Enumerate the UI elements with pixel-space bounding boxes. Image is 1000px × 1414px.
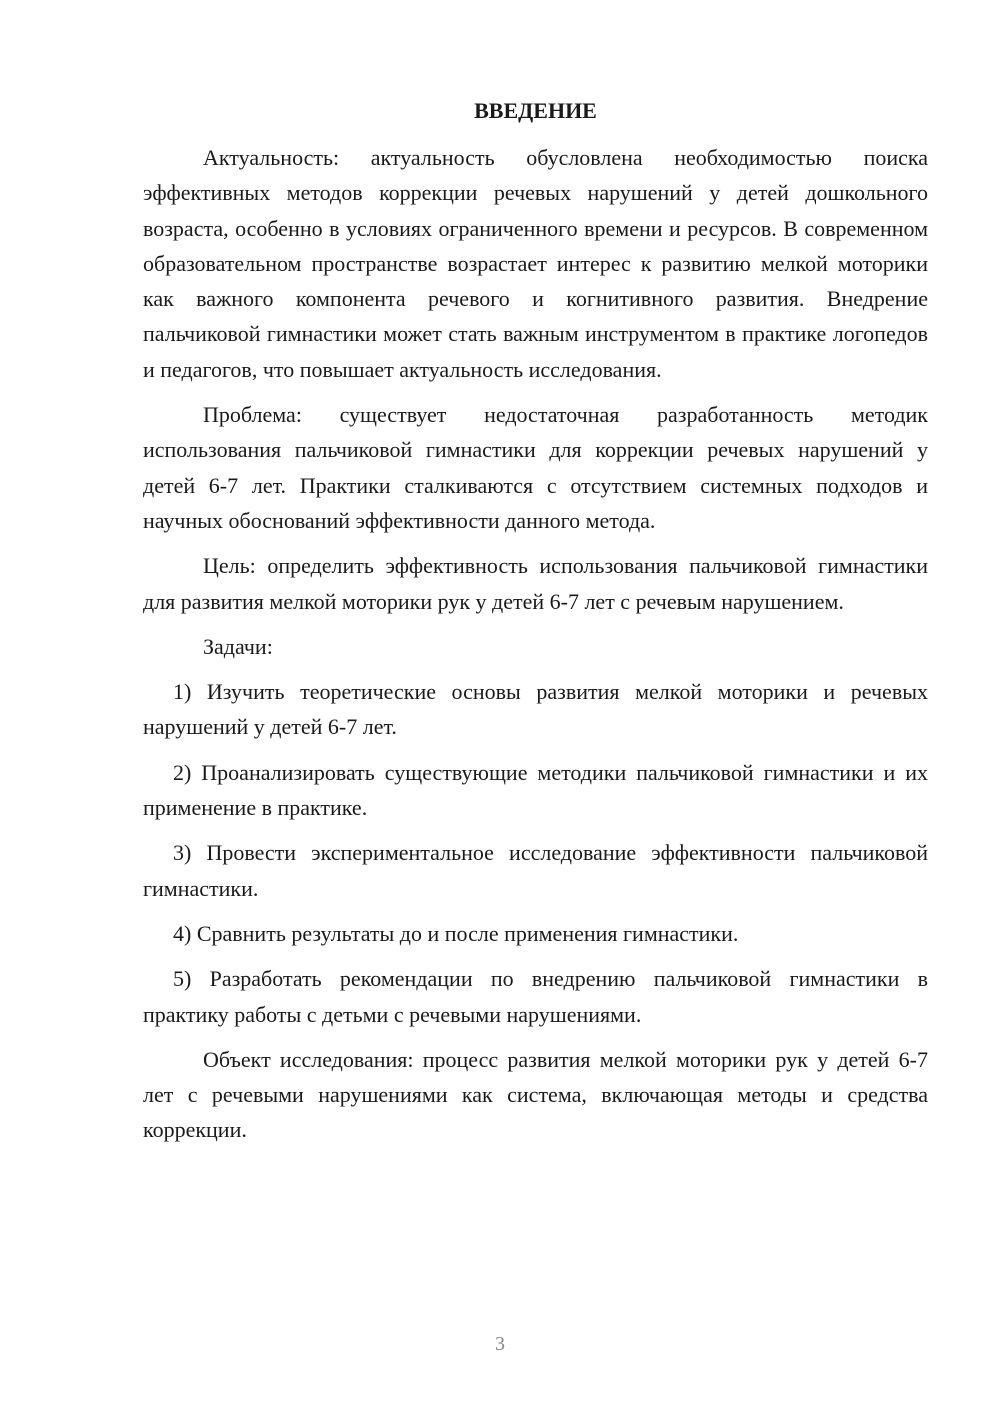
paragraph-object: Объект исследования: процесс развития мелкой моторики рук у детей 6-7 лет с речевыми нарушениями как система, включающая методы и средства коррекции. [143, 1046, 928, 1143]
paragraph-goal: Цель: определить эффективность использования пальчиковой гимнастики для развития мелкой моторики рук у детей 6-7 лет с речевым нарушением. [143, 553, 928, 614]
paragraph-problem: Проблема: существует недостаточная разработанность методик использования пальчиковой гимнастики для коррекции речевых нарушений у детей 6-7 лет. Практики сталкиваются с отсутствием системных подходов и научных обоснований эффективности данного метода. [143, 402, 928, 533]
paragraph-relevance: Актуальность: актуальность обусловлена необходимостью поиска эффективных методов коррекции речевых нарушений у детей дошкольного возраста, особенно в условиях ограниченного времени и ресурсов. В современном образовательном пространстве возрастает интерес к развитию мелкой моторики как важного компонента речевого и когнитивного развития. Внедрение пальчиковой гимнастики может стать важным инструментом в практике логопедов и педагогов, что повышает актуальность исследования. [143, 145, 928, 382]
task-item-4: 4) Сравнить результаты до и после применения гимнастики. [173, 920, 739, 946]
paragraph-tasks-heading: Задачи: [203, 633, 273, 659]
section-title: ВВЕДЕНИЕ [474, 98, 597, 123]
task-item-1: 1) Изучить теоретические основы развития мелкой моторики и речевых нарушений у детей 6-7 лет. [143, 679, 928, 740]
task-item-3: 3) Провести экспериментальное исследование эффективности пальчиковой гимнастики. [143, 840, 928, 901]
page-content [143, 96, 928, 1158]
page-number: 3 [495, 1333, 505, 1355]
task-item-2: 2) Проанализировать существующие методики пальчиковой гимнастики и их применение в практике. [143, 759, 928, 821]
task-item-5: 5) Разработать рекомендации по внедрению пальчиковой гимнастики в практику работы с детьми с речевыми нарушениями. [143, 966, 928, 1027]
